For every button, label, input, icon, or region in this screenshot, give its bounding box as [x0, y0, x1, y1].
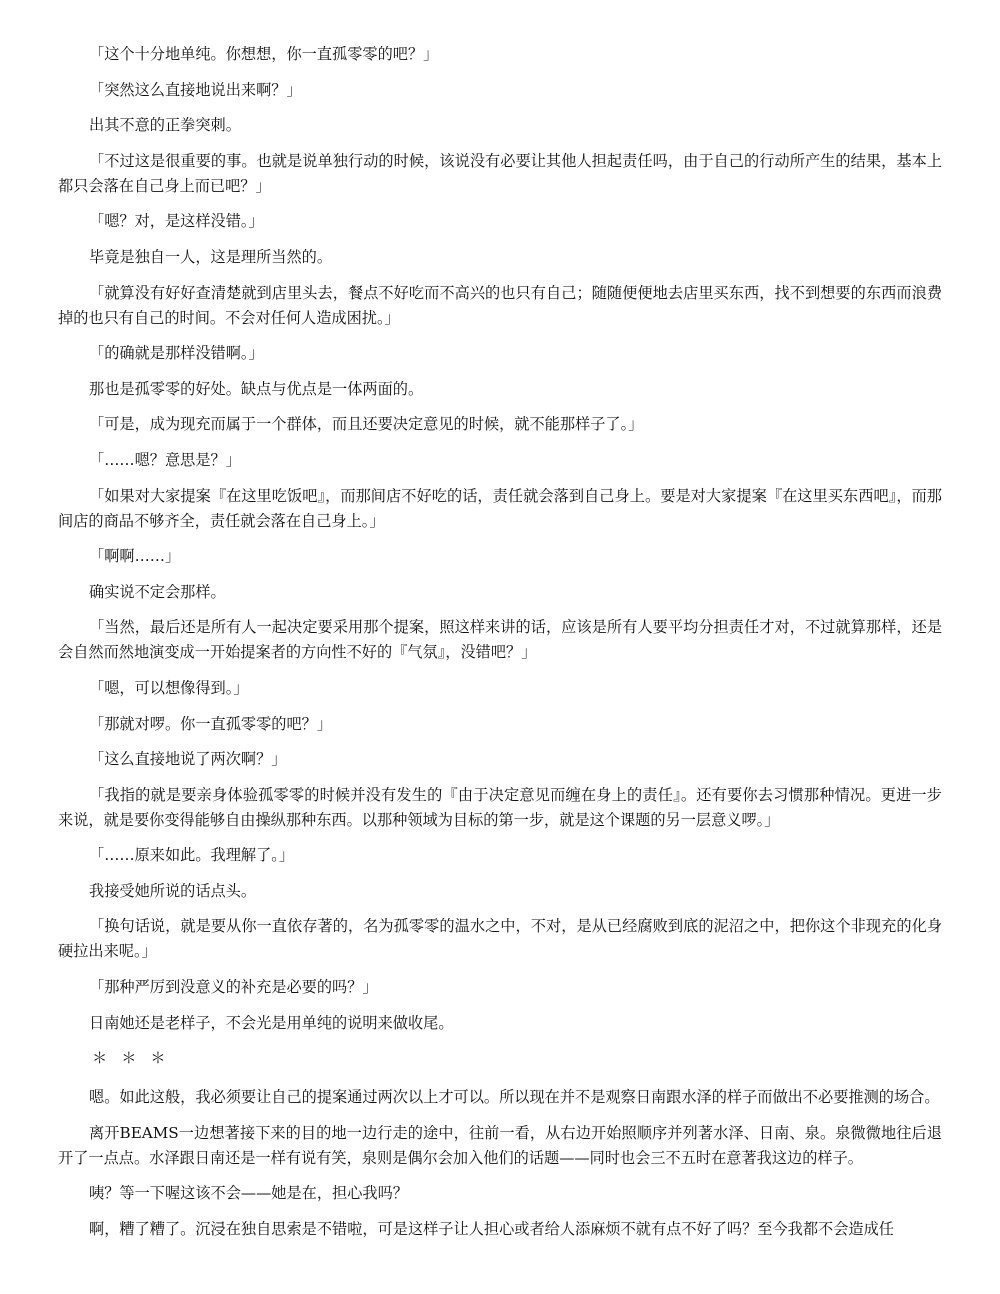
paragraph: 毕竟是独自一人，这是理所当然的。: [89, 247, 332, 266]
paragraph: 「当然，最后还是所有人一起决定要采用那个提案，照这样来讲的话，应该是所有人要平均分担责任才对，不过就算那样，还是会自然而然地演变成一开始提案者的方向性不好的『气氛』，没错吧？」: [58, 618, 942, 662]
document-page: [58, 42, 942, 1253]
paragraph: 「那就对啰。你一直孤零零的吧？」: [89, 714, 332, 733]
paragraph: 「如果对大家提案『在这里吃饭吧』，而那间店不好吃的话，责任就会落到自己身上。要是对大家提案『在这里买东西吧』，而那间店的商品不够齐全，责任就会落在自己身上。」: [58, 486, 942, 530]
paragraph: 「这个十分地单纯。你想想，你一直孤零零的吧？」: [89, 45, 439, 63]
paragraph: 「不过这是很重要的事。也就是说单独行动的时候，该说没有必要让其他人担起责任吗，由于自己的行动所产生的结果，基本上都只会落在自己身上而已吧？」: [58, 151, 942, 195]
paragraph: 「我指的就是要亲身体验孤零零的时候并没有发生的『由于决定意见而缠在身上的责任』。还有要你去习惯那种情况。更进一步来说，就是要你变得能够自由操纵那种东西。以那种领域为目标的第一步，就是这个课题的另一层意义啰。」: [58, 785, 942, 829]
paragraph: 啊，糟了糟了。沉浸在独自思索是不错啦，可是这样子让人担心或者给人添麻烦不就有点不好了吗？至今我都不会造成任: [89, 1220, 894, 1239]
paragraph: 「的确就是那样没错啊。」: [89, 344, 264, 363]
paragraph: 出其不意的正拳突刺。: [89, 116, 241, 135]
paragraph: 「那种严厉到没意义的补充是必要的吗？」: [89, 978, 378, 997]
paragraph: 咦？等一下喔这该不会——她是在，担心我吗？: [89, 1184, 408, 1203]
paragraph: 离开BEAMS一边想著接下来的目的地一边行走的途中，往前一看，从右边开始照顺序并列著水泽、日南、泉。泉微微地往后退开了一点点。水泽跟日南还是一样有说有笑，泉则是偶尔会加入他们的话题——同时也会三不五时在意著我这边的样子。: [58, 1123, 942, 1167]
scene-break: ＊＊＊: [92, 1049, 180, 1068]
paragraph: 日南她还是老样子，不会光是用单纯的说明来做收尾。: [89, 1013, 454, 1032]
paragraph: 那也是孤零零的好处。缺点与优点是一体两面的。: [89, 379, 424, 398]
paragraph: 「……原来如此。我理解了。」: [89, 846, 295, 865]
paragraph: 「就算没有好好查清楚就到店里头去，餐点不好吃而不高兴的也只有自己；随随便便地去店里买东西，找不到想要的东西而浪费掉的也只有自己的时间。不会对任何人造成困扰。」: [58, 283, 942, 327]
paragraph: 「这么直接地说了两次啊？」: [89, 750, 287, 769]
paragraph: 「嗯？对，是这样没错。」: [89, 212, 264, 231]
paragraph: 嗯。如此这般，我必须要让自己的提案通过两次以上才可以。所以现在并不是观察日南跟水泽的样子而做出不必要推测的场合。: [89, 1088, 940, 1107]
paragraph: 「啊啊……」: [89, 547, 181, 566]
paragraph: 「换句话说，就是要从你一直依存著的，名为孤零零的温水之中，不对，是从已经腐败到底的泥沼之中，把你这个非现充的化身硬拉出来呢。」: [58, 917, 942, 961]
paragraph: 「突然这么直接地说出来啊？」: [89, 80, 302, 99]
paragraph: 确实说不定会那样。: [89, 582, 226, 601]
paragraph: 「嗯，可以想像得到。」: [89, 678, 249, 697]
paragraph: 我接受她所说的话点头。: [89, 881, 257, 900]
paragraph: 「可是，成为现充而属于一个群体，而且还要决定意见的时候，就不能那样子了。」: [89, 415, 644, 434]
paragraph: 「……嗯？意思是？」: [89, 450, 241, 469]
